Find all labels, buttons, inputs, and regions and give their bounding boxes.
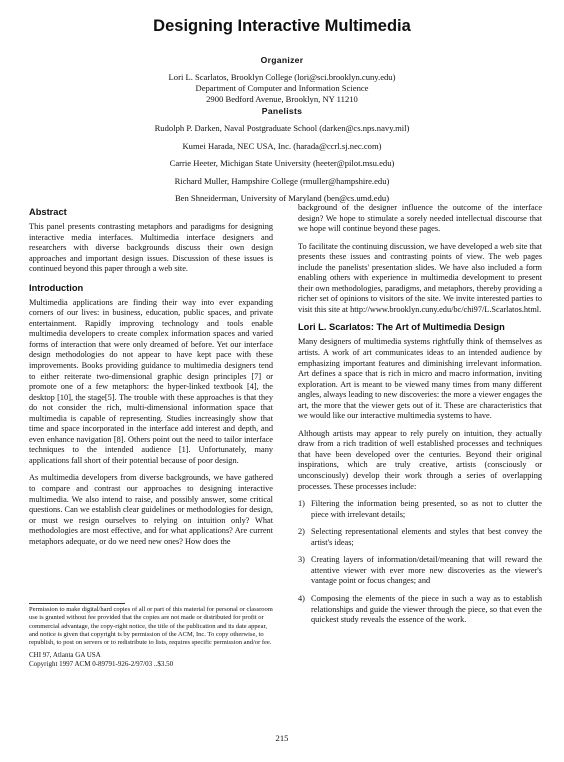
organizer-address: 2900 Bedford Avenue, Brooklyn, NY 11210 bbox=[206, 94, 358, 104]
introduction-heading: Introduction bbox=[29, 282, 84, 293]
section-heading: Lori L. Scarlatos: The Art of Multimedia Design bbox=[298, 322, 505, 333]
panelists-block bbox=[0, 106, 564, 204]
panelist-item: Carrie Heeter, Michigan State University (heeter@pilot.msu.edu) bbox=[169, 158, 395, 168]
list-item: 2) Selecting representational elements and styles that best convey the artist's ideas; bbox=[298, 527, 542, 547]
page-number: 215 bbox=[275, 733, 289, 743]
panelist-item: Rudolph P. Darken, Naval Postgraduate School (darken@cs.nps.navy.mil) bbox=[154, 123, 410, 133]
right-paragraph-2: To facilitate the continuing discussion, we have developed a web site that presents these issues and contrasting points of view. The web pages include the panelists' presentation slides. We have also included a form enabling others with experience in multimedia development to present their own methodologies, paradigms, and metaphors, thereby providing a richer set of opinions to visitors of the site. We invite interested parties to visit this site at http://www.brooklyn.cuny.edu/bc/chi97/L.Scarlatos.html. bbox=[298, 241, 542, 314]
panelist-item: Ben Shneiderman, University of Maryland (ben@cs.umd.edu) bbox=[174, 193, 390, 203]
paper-title: Designing Interactive Multimedia bbox=[153, 17, 411, 35]
abstract-heading: Abstract bbox=[29, 207, 67, 217]
organizer-heading: Organizer bbox=[260, 55, 304, 65]
process-list bbox=[298, 499, 542, 625]
organizer-block bbox=[0, 55, 564, 105]
panelists-heading: Panelists bbox=[261, 106, 303, 116]
right-paragraph-3: Many designers of multimedia systems rightfully think of themselves as artists. A work of art communicates ideas to an intended audience by emphasizing important features and diminishing irrelevant information. Art defines a space that is rich in micro and macro information, inviting exploration. Art is meant to be viewed many times from many different angles, always leading to new discoveries: the more a viewer engages the art, the more that the viewer gets out of it. These are characteristics that we would like our interactive multimedia systems to have. bbox=[298, 337, 542, 421]
right-paragraph-4: Although artists may appear to rely purely on intuition, they actually draw from a rich tradition of well established processes and techniques that have been developed over the centuries. Beyond their original inspirations, which are truly creative, artists (consciously or unconsciously) develop their work through a series of overlapping processes. These processes include: bbox=[298, 428, 542, 491]
copyright-line: Copyright 1997 ACM 0-89791-926-2/97/03 ..$3.50 bbox=[29, 660, 174, 669]
list-item: 4) Composing the elements of the piece in such a way as to establish relationships and guide the viewer through the piece, so that even the quickest study reveals the essence of the work. bbox=[298, 593, 542, 625]
right-column bbox=[298, 203, 542, 633]
permission-notice: Permission to make digital/hard copies of all or part of this material for personal or classroom use is granted without fee provided that the copies are not made or distributed for profit or commercial advantage, the copy-right notice, the title of the publication and its date appear, and notice is given that copyright is by permission of the ACM, Inc. To copy otherwise, to republish, to post on servers or to redistribute to lists, requires specific permission and/or fee. bbox=[29, 606, 273, 647]
footnote bbox=[29, 606, 273, 669]
intro-paragraph-1: Multimedia applications are finding their way into ever expanding corners of our lives: in business, education, public spaces, and private entertainment. Rapidly improving technology and tools enable multimedia developers to create complex information spaces and varied forms of interaction that were only dreamed of before. Yet our interface design methodologies do not appear to have kept pace with these improvements. Books providing guidance to multimedia designers tend to either reiterate two-dimensional graphic design principles [7] or promote one of a few metaphors: the hyper-linked textbook [4], the desktop [10], the stage[5]. The trouble with these approaches is that they do not consider the rich, multi-dimensional information space that multimedia is capable of representing. Studies increasingly show that time and space incorporated in the interface add interest and depth, and even enhance navigation [8]. Others point out the need to tailor interface techniques to the intended audience [1]. Unfortunately, many applications fall short of their potential because of poor design. bbox=[29, 297, 273, 465]
list-item: 1) Filtering the information being presented, so as not to clutter the piece with irrelevant details; bbox=[298, 499, 542, 519]
abstract-text: This panel presents contrasting metaphors and paradigms for designing interactive media interfaces. Multimedia interface designers and researchers with diverse backgrounds discuss their own design approaches and important design issues. Discussion of these issues is continued beyond this paper through a web site. bbox=[29, 222, 273, 274]
conference-line: CHI 97, Atlanta GA USA bbox=[29, 651, 101, 660]
left-column bbox=[29, 207, 273, 554]
intro-paragraph-2: As multimedia developers from diverse backgrounds, we have gathered to compare and contrast our approaches to designing interactive multimedia. We also intend to raise, and possibly answer, some critical questions. Can we establish clear guidelines or methodologies for design, or must we resign ourselves to relying on intuition only? What methodologies are most effective, and for what applications? Are current metaphors adequate, or do we need new ones? How does the bbox=[29, 473, 273, 546]
right-paragraph-1: background of the designer influence the outcome of the interface design? We hope to stimulate a sorely needed intellectual discourse that we hope will continue beyond these pages. bbox=[298, 203, 542, 234]
panelist-item: Richard Muller, Hampshire College (rmuller@hampshire.edu) bbox=[174, 175, 390, 186]
organizer-department: Department of Computer and Information Science bbox=[195, 83, 369, 93]
organizer-name: Lori L. Scarlatos, Brooklyn College (lori@sci.brooklyn.cuny.edu) bbox=[168, 72, 396, 82]
panelist-item: Kumei Harada, NEC USA, Inc. (harada@ccrl.sj.nec.com) bbox=[182, 140, 382, 151]
list-item: 3) Creating layers of information/detail/meaning that will reward the attentive viewer with ever more new discoveries as the viewer's vantage point or focus changes; and bbox=[298, 555, 542, 586]
footnote-divider bbox=[29, 603, 125, 604]
